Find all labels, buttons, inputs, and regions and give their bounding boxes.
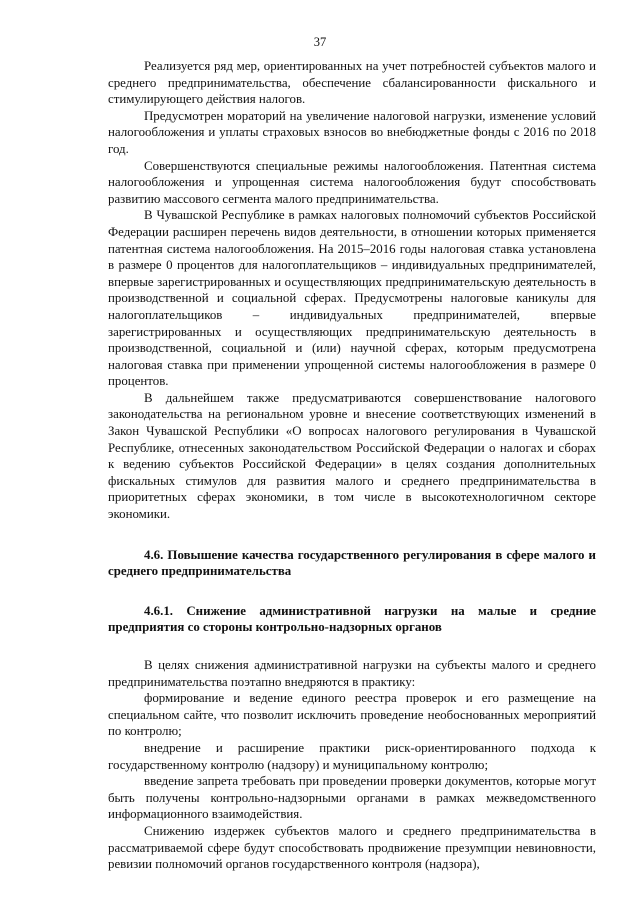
subsection-heading: 4.6.1. Снижение административной нагрузки на малые и средние предприятия со стороны контрольно-надзорных органов <box>108 603 596 635</box>
paragraph-future-legislation: В дальнейшем также предусматриваются совершенствование налогового законодательства на региональном уровне и внесение соответствующих изменений в Закон Чувашской Республики «О вопросах налогового регулирования в Чувашской Республике, отнесенных законодательством Российской Федерации о налогах и сборах к ведению субъектов Российской Федерации» в целях создания дополнительных фискальных стимулов для развития малого и среднего предпринимательства в приоритетных сферах экономики, в том числе в высокотехнологичном секторе экономики. <box>108 390 596 522</box>
list-item-risk-based-approach: внедрение и расширение практики риск-ориентированного подхода к государственному контролю (надзору) и муниципальному контролю; <box>108 740 596 772</box>
paragraph-fiscal-measures: Реализуется ряд мер, ориентированных на учет потребностей субъектов малого и среднего предпринимательства, обеспечение сбалансированности фискального и стимулирующего действия налогов. <box>108 59 596 107</box>
paragraph-special-tax-regimes: Совершенствуются специальные режимы налогообложения. Патентная система налогообложения и упрощенная система налогообложения будут способствовать развитию массового сегмента малого предпринимательства. <box>108 158 596 206</box>
paragraph-tax-moratorium: Предусмотрен мораторий на увеличение налоговой нагрузки, изменение условий налогообложения и уплаты страховых взносов во внебюджетные фонды с 2016 по 2018 год. <box>108 108 596 156</box>
paragraph-admin-burden-intro: В целях снижения административной нагрузки на субъекты малого и среднего предпринимательства поэтапно внедряются в практику: <box>108 658 596 689</box>
paragraph-chuvash-patent-system: В Чувашской Республике в рамках налоговых полномочий субъектов Российской Федерации расширен перечень видов деятельности, в отношении которых применяется патентная система налогообложения. На 2015–2016 годы налоговая ставка установлена в размере 0 процентов для налогоплательщиков – индивидуальных предпринимателей, впервые зарегистрированных и осуществляющих предпринимательскую деятельность в производственной и социальной сферах. Предусмотрены налоговые каникулы для налогоплательщиков – индивидуальных предпринимателей, впервые зарегистрированных и осуществляющих предпринимательскую деятельность в производственной, социальной и (или) научной сферах, которым предусмотрена налоговая ставка при применении упрощенной системы налогообложения в размере 0 процентов. <box>108 208 596 389</box>
paragraph-cost-reduction: Снижению издержек субъектов малого и среднего предпринимательства в рассматриваемой сфере будут способствовать продвижение презумпции невиновности, ревизии полномочий органов государственного контроля (надзора), <box>108 823 596 872</box>
list-item-document-request-ban: введение запрета требовать при проведении проверки документов, которые могут быть получены контрольно-надзорными органами в рамках межведомственного информационного взаимодействия. <box>108 774 596 822</box>
list-item-inspection-registry: формирование и ведение единого реестра проверок и его размещение на специальном сайте, что позволит исключить проведение необоснованных мероприятий по контролю; <box>108 691 596 739</box>
page-body <box>108 58 596 873</box>
section-heading: 4.6. Повышение качества государственного регулирования в сфере малого и среднего предпринимательства <box>108 547 596 579</box>
page-number: 37 <box>313 35 327 49</box>
